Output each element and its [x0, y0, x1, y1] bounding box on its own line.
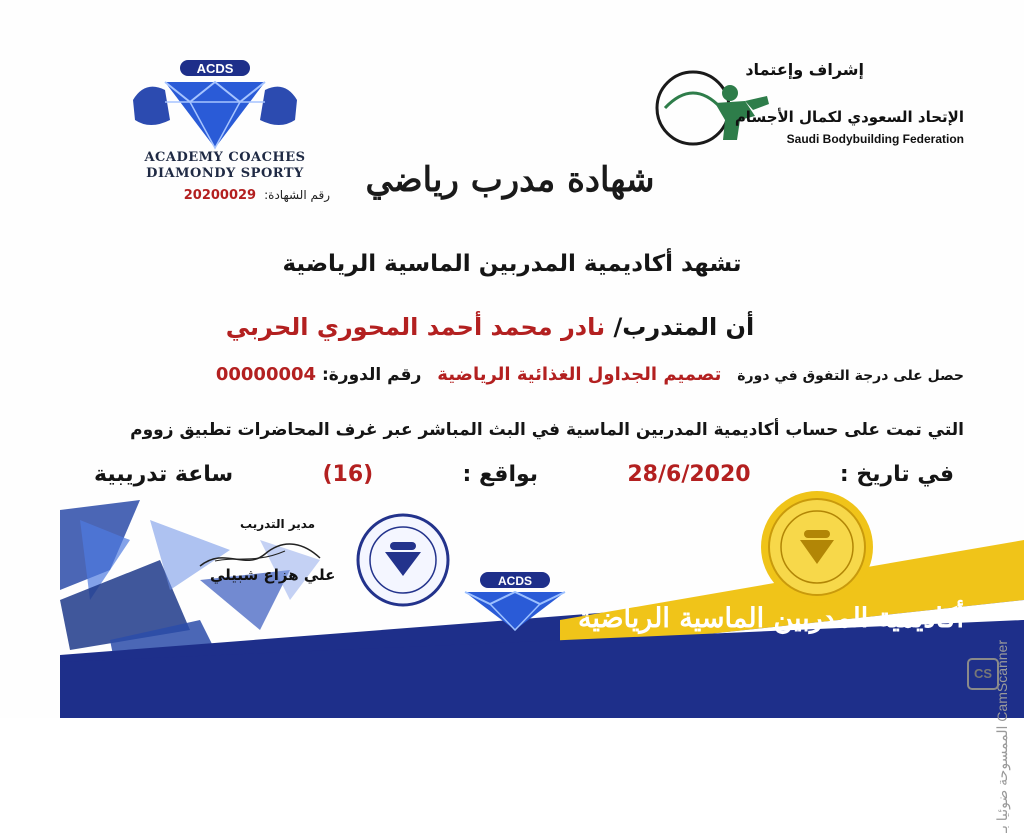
supervision-label: إشراف وإعتماد	[745, 60, 864, 79]
course-code: 00000004	[215, 364, 317, 385]
course-prefix: حصل على درجة التفوق في دورة	[737, 368, 964, 384]
acds-logo-acronym: ACDS	[196, 61, 234, 76]
camscanner-watermark: الممسوحة ضوئيا بـ CamScanner	[994, 640, 1010, 833]
gold-seal-icon	[758, 488, 876, 606]
certificate-number-row	[140, 188, 330, 203]
trainee-line	[200, 313, 780, 341]
camscanner-badge: CS	[967, 658, 999, 690]
federation-name-en: Saudi Bodybuilding Federation	[786, 132, 964, 146]
course-name: تصميم الجداول الغذائية الرياضية	[437, 364, 722, 385]
acds-footer-acronym: ACDS	[497, 574, 533, 588]
trainee-label: أن المتدرب/	[613, 313, 755, 341]
diamond-logo-icon	[125, 60, 305, 152]
certificate-number: 20200029	[183, 188, 257, 203]
signature-name: علي هزاع شبيلي	[210, 566, 336, 584]
footer-banner-text: أكاديمية المدربين الماسية الرياضية	[577, 603, 964, 634]
zoom-statement: التي تمت على حساب أكاديمية المدربين الماسية في البث المباشر عبر غرف المحاضرات تطبيق زووم	[130, 420, 964, 440]
hours-value: (16)	[322, 462, 374, 487]
federation-name-ar: الإتحاد السعودي لكمال الأجسام	[734, 108, 964, 126]
certificate-title: شهادة مدرب رياضي	[365, 160, 655, 200]
course-line	[216, 364, 964, 385]
acds-footer-logo	[455, 570, 575, 632]
acds-name-line1: ACADEMY COACHES	[144, 150, 306, 165]
course-code-label: رقم الدورة:	[321, 365, 422, 385]
date-hours-line	[94, 462, 954, 487]
academy-stamp-icon	[355, 512, 451, 608]
acds-name-line2: DIAMONDY SPORTY	[146, 166, 304, 181]
signature-title: مدير التدريب	[240, 517, 316, 531]
date-label: في تاريخ :	[839, 462, 954, 487]
hours-unit: ساعة تدريبية	[94, 462, 234, 487]
certificate-number-label: رقم الشهادة:	[264, 188, 330, 202]
academy-statement: تشهد أكاديمية المدربين الماسية الرياضية	[282, 251, 742, 277]
hours-label: بواقع :	[462, 462, 539, 487]
certificate-date: 28/6/2020	[627, 462, 751, 487]
trainee-name: نادر محمد أحمد المحوري الحربي	[225, 313, 606, 341]
